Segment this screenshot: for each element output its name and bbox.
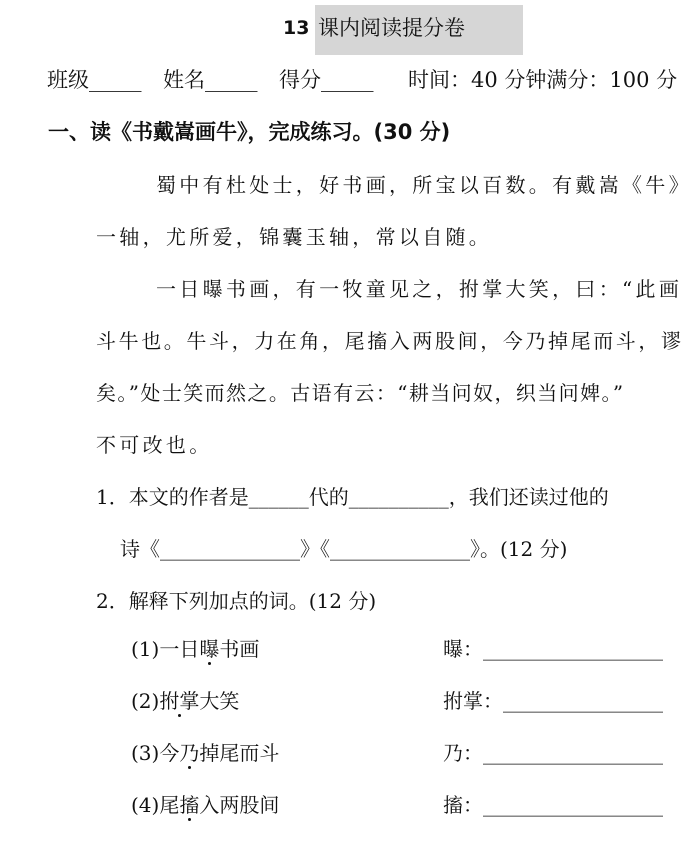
answer-line-1: 曝：__________________: [443, 637, 663, 661]
section-heading: 一、读《书戴嵩画牛》，完成练习。(30 分): [48, 120, 451, 144]
class-field: 班级_____: [47, 68, 142, 92]
dotted-word: 搐: [179, 793, 200, 817]
lesson-number: 13: [283, 17, 310, 39]
item-text-after: 大笑: [199, 689, 240, 713]
question-2-item-4: [131, 795, 279, 815]
score-field: 得分_____: [279, 68, 374, 92]
page-title: 课内阅读提分卷: [318, 16, 465, 40]
dotted-word: 拊掌: [159, 689, 200, 713]
question-1-line-1: 1．本文的作者是______代的__________，我们还读过他的: [96, 485, 609, 509]
item-text-after: 书画: [219, 637, 260, 661]
question-2-item-3: [131, 743, 279, 763]
item-number: (1): [131, 637, 160, 661]
answer-line-3: 乃：__________________: [443, 741, 663, 765]
name-field: 姓名_____: [163, 68, 258, 92]
item-number: (3): [131, 741, 160, 765]
answer-line-4: 搐：__________________: [443, 793, 663, 817]
item-text-before: 尾: [159, 793, 180, 817]
passage-line-6: 不可改也。: [96, 433, 213, 457]
item-number: (4): [131, 793, 160, 817]
item-text-after: 掉尾而斗: [199, 741, 280, 765]
item-text-before: 一日: [159, 637, 200, 661]
passage-line-2: 一轴，尤所爱，锦囊玉轴，常以自随。: [96, 225, 493, 249]
item-number: (2): [131, 689, 160, 713]
answer-line-2: 拊掌：________________: [443, 689, 663, 713]
passage-line-1: 蜀中有杜处士，好书画，所宝以百数。有戴嵩《牛》: [156, 173, 692, 197]
time-and-full-score: 时间：40 分钟满分：100 分: [408, 68, 678, 92]
item-text-before: 今: [159, 741, 180, 765]
question-2-heading: 2．解释下列加点的词。(12 分): [96, 589, 377, 613]
dotted-word: 曝: [199, 637, 220, 661]
question-2-item-1: [131, 639, 259, 659]
passage-line-4: 斗牛也。牛斗，力在角，尾搐入两股间，今乃掉尾而斗，谬: [96, 329, 684, 353]
item-text-after: 入两股间: [199, 793, 280, 817]
question-1-line-2: 诗《______________》《______________》。(12 分): [120, 537, 568, 561]
dotted-word: 乃: [179, 741, 200, 765]
passage-line-5: 矣。”处士笑而然之。古语有云：“耕当问奴，织当问婢。”: [96, 381, 625, 405]
question-2-item-2: [131, 691, 239, 711]
passage-line-3: 一日曝书画，有一牧童见之，拊掌大笑，曰：“此画: [156, 277, 683, 301]
